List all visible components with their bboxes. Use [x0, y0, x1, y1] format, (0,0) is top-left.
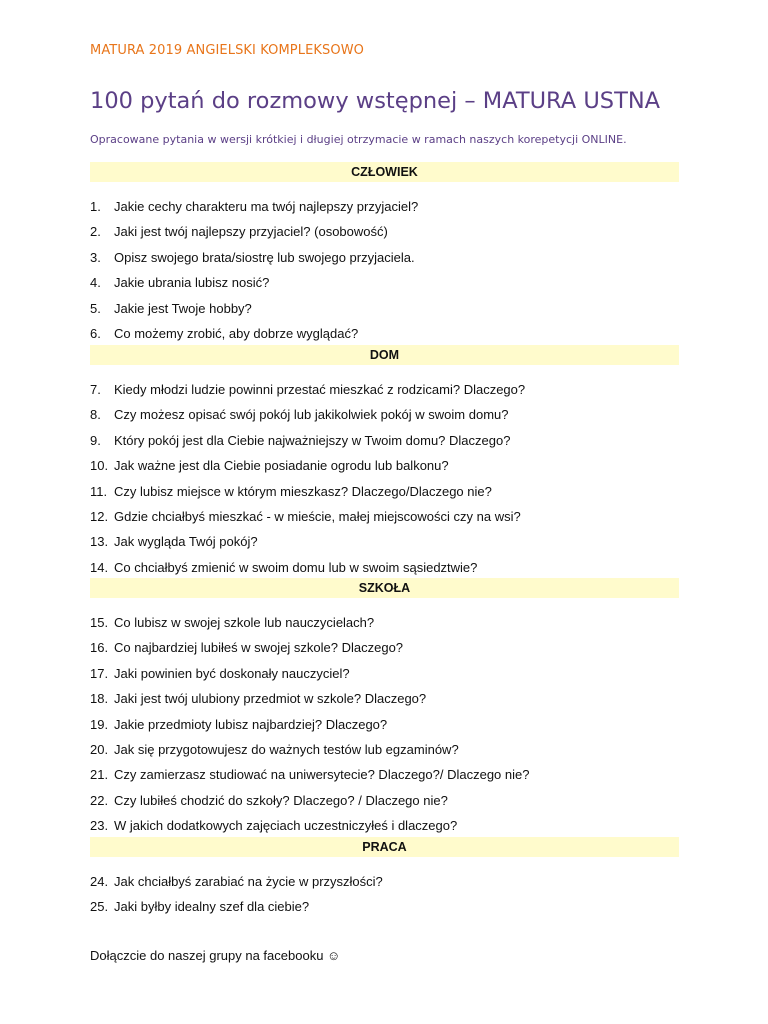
question-item	[90, 665, 680, 683]
question-item	[90, 249, 680, 267]
question-item	[90, 508, 680, 526]
question-text: Co chciałbyś zmienić w swoim domu lub w swoim sąsiedztwie?	[114, 559, 478, 575]
question-text: Czy możesz opisać swój pokój lub jakikolwiek pokój w swoim domu?	[114, 407, 509, 423]
question-item	[90, 792, 680, 810]
question-number: 6.	[90, 326, 101, 341]
question-item	[90, 457, 680, 475]
top-label: MATURA 2019 ANGIELSKI KOMPLEKSOWO	[90, 43, 364, 58]
question-number: 9.	[90, 432, 101, 448]
question-text: W jakich dodatkowych zajęciach uczestniczyłeś i dlaczego?	[114, 818, 458, 834]
question-number: 24.	[90, 874, 109, 889]
question-text: Jak się przygotowujesz do ważnych testów lub egzaminów?	[114, 742, 459, 757]
question-text: Kiedy młodzi ludzie powinni przestać mieszkać z rodzicami? Dlaczego?	[114, 382, 526, 397]
question-number: 15.	[90, 615, 109, 630]
footer-note: Dołączcie do naszej grupy na facebooku ☺	[90, 948, 341, 963]
question-item	[90, 198, 680, 216]
question-text: Jakie ubrania lubisz nosić?	[114, 275, 270, 291]
question-text: Jakie przedmioty lubisz najbardziej? Dlaczego?	[114, 716, 388, 732]
question-text: Jaki powinien być doskonały nauczyciel?	[114, 665, 350, 681]
question-text: Czy zamierzasz studiować na uniwersytecie? Dlaczego?/ Dlaczego nie?	[114, 767, 530, 783]
question-text: Jaki jest twój ulubiony przedmiot w szkole? Dlaczego?	[114, 691, 427, 707]
section-header: DOM	[90, 345, 679, 365]
question-number: 21.	[90, 767, 109, 783]
question-item	[90, 483, 680, 501]
question-text: Jak wygląda Twój pokój?	[114, 534, 258, 550]
section-header: PRACA	[90, 837, 679, 857]
question-item	[90, 817, 680, 835]
question-item	[90, 223, 680, 241]
question-item	[90, 690, 680, 708]
section-header: CZŁOWIEK	[90, 162, 679, 182]
question-number: 19.	[90, 716, 109, 732]
subtitle: Opracowane pytania w wersji krótkiej i długiej otrzymacie w ramach naszych korepetycji ONLINE.	[90, 133, 627, 146]
question-number: 14.	[90, 559, 109, 575]
question-number: 18.	[90, 691, 109, 707]
question-text: Jak ważne jest dla Ciebie posiadanie ogrodu lub balkonu?	[114, 458, 449, 474]
question-text: Opisz swojego brata/siostrę lub swojego przyjaciela.	[114, 249, 415, 265]
question-text: Jaki byłby idealny szef dla ciebie?	[114, 899, 310, 915]
question-item	[90, 300, 680, 318]
question-number: 11.	[90, 483, 108, 499]
question-item	[90, 559, 680, 577]
question-number: 12.	[90, 509, 109, 524]
page-title: 100 pytań do rozmowy wstępnej – MATURA USTNA	[90, 88, 661, 114]
question-number: 4.	[90, 275, 101, 291]
question-item	[90, 766, 680, 784]
question-number: 13.	[90, 534, 109, 550]
question-number: 3.	[90, 249, 101, 265]
question-text: Czy lubiłeś chodzić do szkoły? Dlaczego? / Dlaczego nie?	[114, 792, 448, 808]
question-text: Co lubisz w swojej szkole lub nauczycielach?	[114, 615, 375, 630]
question-number: 17.	[90, 665, 109, 681]
question-number: 7.	[90, 382, 101, 397]
question-text: Jaki jest twój najlepszy przyjaciel? (osobowość)	[114, 224, 388, 240]
question-number: 22.	[90, 792, 109, 808]
question-number: 23.	[90, 818, 109, 834]
question-item	[90, 381, 680, 399]
question-item	[90, 873, 680, 891]
question-number: 20.	[90, 742, 109, 757]
question-number: 2.	[90, 224, 101, 240]
question-number: 1.	[90, 199, 101, 214]
question-text: Gdzie chciałbyś mieszkać - w mieście, małej miejscowości czy na wsi?	[114, 509, 521, 524]
question-text: Co możemy zrobić, aby dobrze wyglądać?	[114, 326, 359, 341]
question-number: 5.	[90, 300, 101, 316]
question-item	[90, 898, 680, 916]
question-item	[90, 716, 680, 734]
question-text: Który pokój jest dla Ciebie najważniejszy w Twoim domu? Dlaczego?	[114, 432, 511, 448]
section-header: SZKOŁA	[90, 578, 679, 598]
question-item	[90, 614, 680, 632]
question-text: Czy lubisz miejsce w którym mieszkasz? Dlaczego/Dlaczego nie?	[114, 483, 492, 499]
question-item	[90, 741, 680, 759]
question-item	[90, 325, 680, 343]
question-text: Co najbardziej lubiłeś w swojej szkole? Dlaczego?	[114, 640, 404, 656]
question-number: 25.	[90, 899, 109, 915]
question-item	[90, 406, 680, 424]
question-item	[90, 533, 680, 551]
question-number: 10.	[90, 458, 109, 474]
question-text: Jak chciałbyś zarabiać na życie w przyszłości?	[114, 874, 383, 889]
question-item	[90, 274, 680, 292]
question-item	[90, 432, 680, 450]
question-item	[90, 639, 680, 657]
question-number: 8.	[90, 407, 101, 423]
question-text: Jakie jest Twoje hobby?	[114, 300, 252, 316]
question-text: Jakie cechy charakteru ma twój najlepszy przyjaciel?	[114, 199, 419, 214]
question-number: 16.	[90, 640, 109, 656]
